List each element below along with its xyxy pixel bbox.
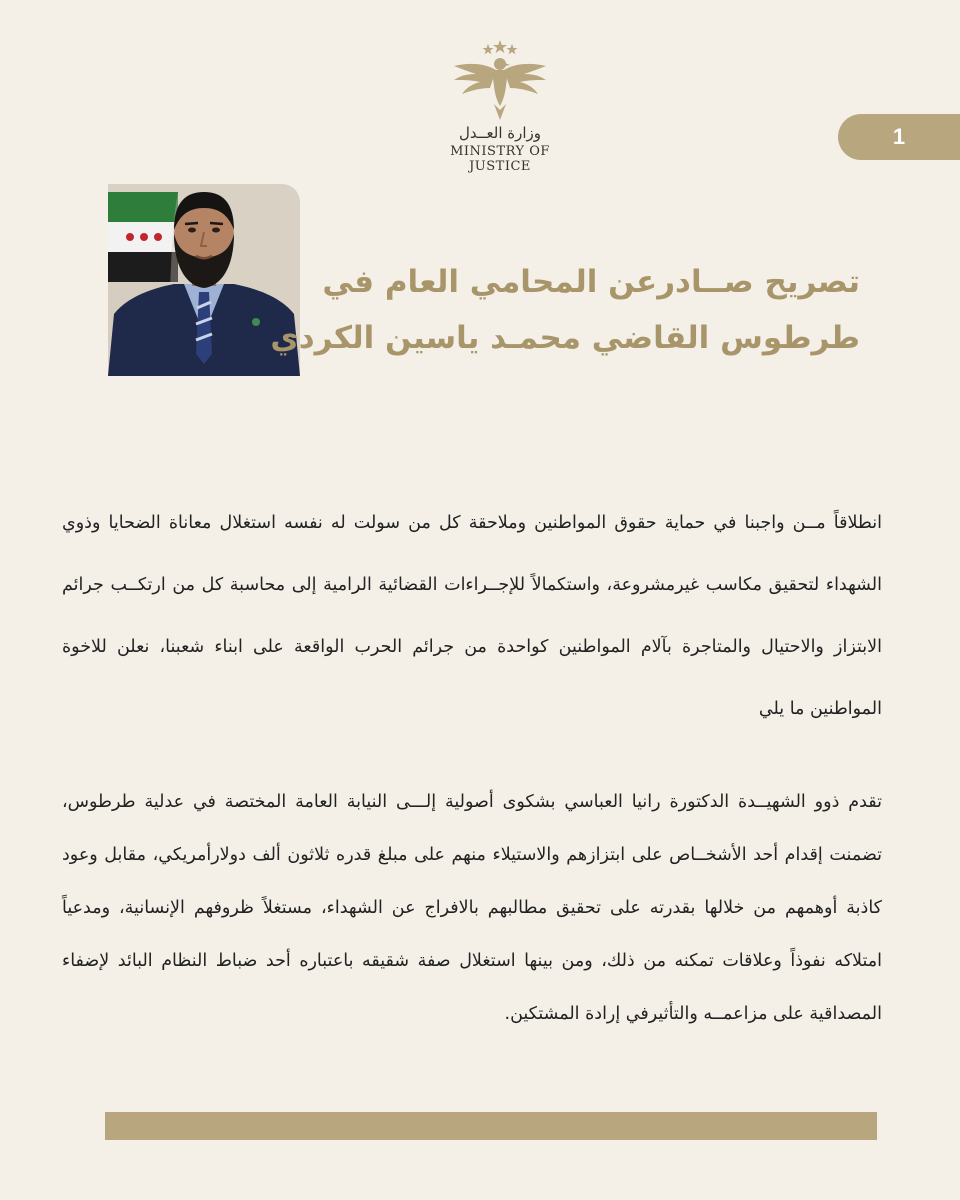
page-title <box>270 254 860 366</box>
body-paragraph-2: تقدم ذوو الشهيــدة الدكتورة رانيا العباسي بشكوى أصولية إلـــى النيابة العامة المختصة في عدلية طرطوس، تضمنت إقدام أحد الأشخــاص على ابتزازهم والاستيلاء منهم على مبلغ قدره ثلاثون ألف دولارأمريكي، مقابل وعود كاذبة أوهمهم من خلالها بقدرته على تحقيق مطالبهم بالافراج عن الشهداء، مستغلاً ظروفهم الإنسانية، ومدعياً امتلاكه نفوذاً وعلاقات تمكنه من ذلك، ومن بينها استغلال صفة شقيقه باعتباره أحد ضباط النظام البائد لإضفاء المصداقية على مزاعمــه والتأثيرفي إرادة المشتكين. <box>62 792 882 1024</box>
ministry-name-arabic: وزارة العــدل <box>458 124 542 142</box>
body-paragraph-1: انطلاقاً مــن واجبنا في حماية حقوق المواطنين وملاحقة كل من سولت له نفسه استغلال معاناة الضحايا وذوي الشهداء لتحقيق مكاسب غيرمشروعة، واستكمالاً للإجــراءات القضائية الرامية إلى محاسبة كل من ارتكــب جرائم الابتزاز والاحتيال والمتاجرة بآلام المواطنين كواحدة من جرائم الحرب الواقعة على ابناء شعبنا، نعلن للاخوة المواطنين ما يلي <box>62 513 882 719</box>
eagle-emblem-icon <box>450 40 550 122</box>
page-number-badge: 1 <box>838 114 960 160</box>
ministry-name-english: MINISTRY OF JUSTICE <box>450 144 550 174</box>
bottom-divider-bar <box>105 1112 877 1140</box>
ministry-logo <box>420 40 580 174</box>
title-line-1: تصريح صــادرعن المحامي العام في <box>322 264 860 300</box>
title-line-2: طرطوس القاضي محمـد ياسين الكردي <box>270 320 860 356</box>
